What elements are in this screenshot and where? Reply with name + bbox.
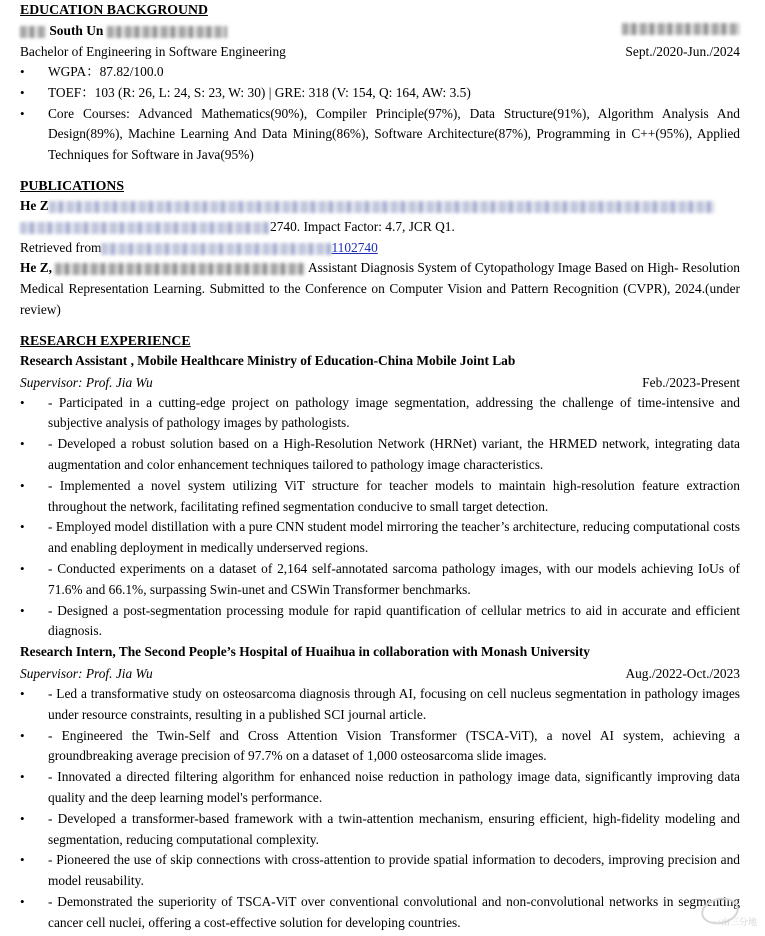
job-1-meta [20,372,740,393]
job-1-dates: Feb./2023-Present [642,374,740,390]
job-2-meta [20,663,740,684]
job-2-supervisor: Supervisor: Prof. Jia Wu [20,665,153,681]
redacted-school-prefix [20,26,46,38]
degree-row [20,41,740,62]
school-row [20,20,740,41]
list-item: • WGPA：87.82/100.0 [20,62,740,83]
list-item: • - Designed a post-segmentation processing module for rapid quantification of cellular metrics to aid in accurate and efficient diagnosis. [20,601,740,643]
list-item: • - Employed model distillation with a pure CNN student model mirroring the teacher’s architecture, reducing computational costs and enabling deployment in medically underserved regions. [20,517,740,559]
education-list [20,62,740,166]
redacted-pub2-title [55,263,305,275]
redacted-pub1-line2 [20,222,270,234]
job-1-title: Research Assistant , Mobile Healthcare Ministry of Education-China Mobile Joint Lab [20,352,516,368]
job-2-title: Research Intern, The Second People’s Hospital of Huaihua in collaboration with Monash University [20,644,591,660]
job-1-bullets [20,393,740,643]
education-heading: EDUCATION BACKGROUND [20,2,208,17]
redacted-school-suffix [107,26,227,38]
pub1-author: He Z [20,197,49,213]
list-item: • - Engineered the Twin-Self and Cross Attention Vision Transformer (TSCA-ViT), a novel AI system, achieving a groundbreaking average precision of 97.7% on a dataset of 1,000 osteosarcoma slide images. [20,726,740,768]
resume-page [20,0,740,933]
publication-2: He Z, Assistant Diagnosis System of Cytopathology Image Based on High- Resolution Medical Representation Learning. Submitted to the Conference on Computer Vision and Pattern Recognition (CVPR), 2024.(under review) [20,260,740,317]
degree-title: Bachelor of Engineering in Software Engineering [20,44,286,59]
watermark [697,894,757,934]
publications-heading: PUBLICATIONS [20,177,125,193]
pub1-tail: 2740. Impact Factor: 4.7, JCR Q1. [270,218,455,234]
list-item: • - Conducted experiments on a dataset of 2,164 self-annotated sarcoma pathology images, with our models achieving IoUs of 71.6% and 66.1%, surpassing Swin-unet and CSWin Transformer benchmarks. [20,559,740,601]
retrieved-line: Retrieved from 1102740 [20,239,378,255]
pub2-author: He Z, [20,260,53,276]
watermark-text: 一亩三分地 [711,918,757,929]
list-item: • - Pioneered the use of skip connections with cross-attention to provide spatial information to decoders, improving precision and model reusability. [20,850,740,892]
list-item: • - Demonstrated the superiority of TSCA-ViT over conventional convolutional and non-convolutional networks in segmenting cancer cell nuclei, offering a cost-effective solution for developing countries. [20,892,740,934]
education-dates: Sept./2020-Jun./2024 [625,44,740,59]
publication-link[interactable]: 1102740 [331,239,378,255]
school-name: South Un [20,20,227,41]
redacted-pub1-line1 [49,201,715,213]
list-item: • Core Courses: Advanced Mathematics(90%), Compiler Principle(97%), Data Structure(91%), Algorithm Analysis And Design(89%), Machine Learning And Data Mining(86%), Software Architecture(87%), Programming in C++(95%), Applied Techniques for Software in Java(95%) [20,104,740,166]
list-item: • - Led a transformative study on osteosarcoma diagnosis through AI, focusing on cell nucleus segmentation in pathology images under resource constraints, resulting in a published SCI journal article. [20,684,740,726]
publication-1 [20,196,740,238]
list-item: • - Developed a transformer-based framework with a twin-attention mechanism, ensuring efficient, high-fidelity modeling and segmentation, reducing computational complexity. [20,809,740,851]
research-heading: RESEARCH EXPERIENCE [20,332,191,348]
list-item: • TOEF：103 (R: 26, L: 24, S: 23, W: 30) | GRE: 318 (V: 154, Q: 164, AW: 3.5) [20,83,740,104]
list-item: • - Innovated a directed filtering algorithm for enhanced noise reduction in pathology image data, significantly improving data quality and the deep learning model's performance. [20,767,740,809]
job-2-dates: Aug./2022-Oct./2023 [625,665,740,681]
job-1-supervisor: Supervisor: Prof. Jia Wu [20,374,153,390]
redacted-location [622,23,740,35]
list-item: • - Participated in a cutting-edge project on pathology image segmentation, addressing the challenge of time-intensive and subjective analysis of pathology images by pathologists. [20,393,740,435]
redacted-link [101,243,331,255]
list-item: • - Developed a robust solution based on a High-Resolution Network (HRNet) variant, the HRMED network, integrating data augmentation and color enhancement techniques tailored to pathology image characteristics. [20,434,740,476]
job-2-bullets [20,684,740,934]
list-item: • - Implemented a novel system utilizing ViT structure for teacher models to maintain high-resolution feature extraction throughout the network, facilitating refined segmentation conducive to small target detection. [20,476,740,518]
